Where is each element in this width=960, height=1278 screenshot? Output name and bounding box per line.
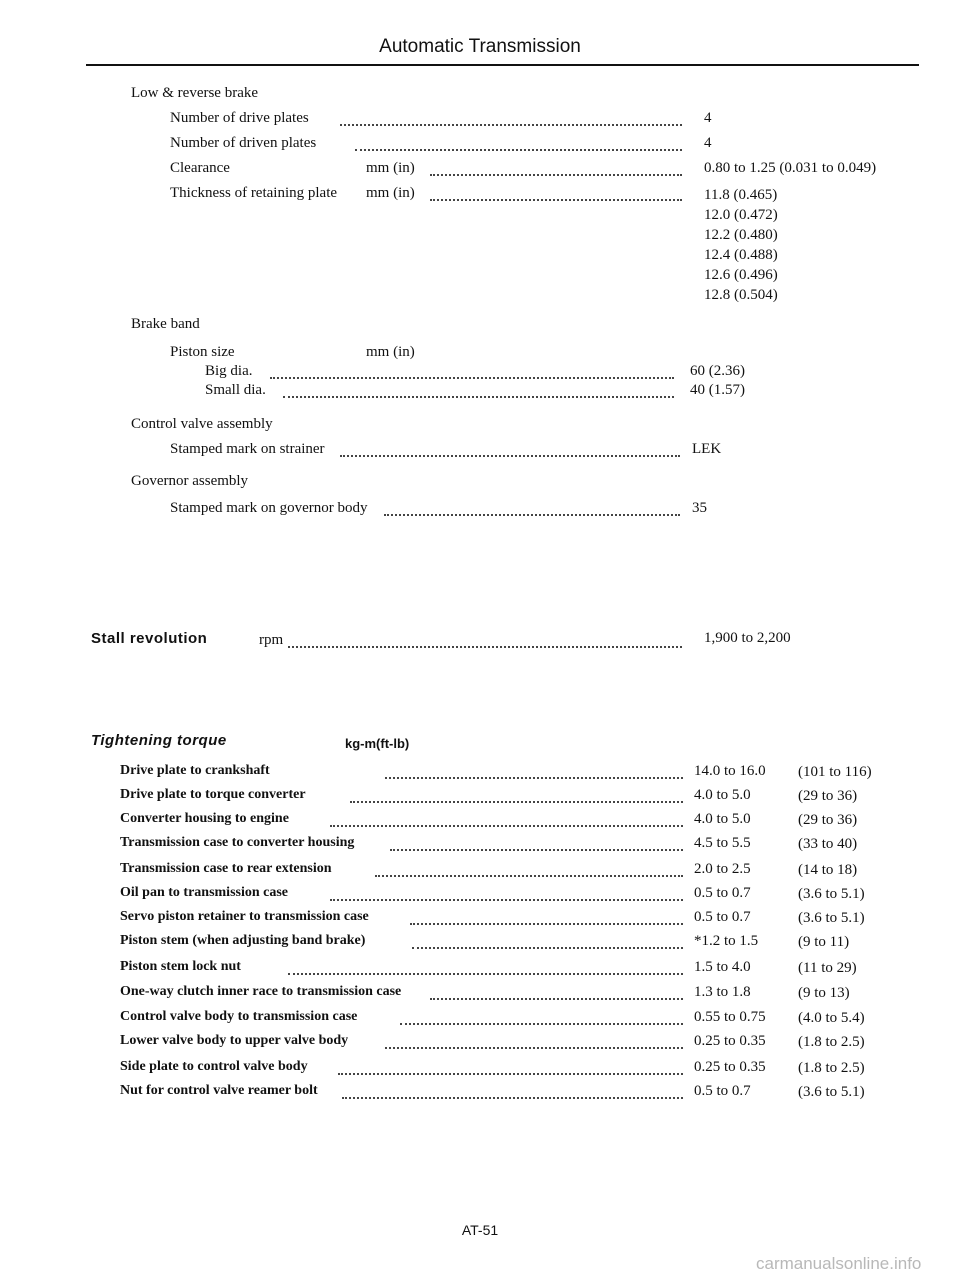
- low-reverse-heading: Low & reverse brake: [131, 85, 259, 101]
- torque-row-ftlb: (29 to 36): [798, 812, 858, 828]
- torque-row-kgm: 0.25 to 0.35: [694, 1059, 766, 1075]
- torque-row-ftlb: (9 to 11): [798, 934, 850, 950]
- torque-row-ftlb: (3.6 to 5.1): [798, 886, 865, 902]
- stall-heading: Stall revolution: [91, 630, 208, 647]
- thickness-value: 12.8 (0.504): [704, 287, 778, 303]
- dot-leader: [390, 849, 683, 851]
- thickness-value: 12.4 (0.488): [704, 247, 778, 263]
- dot-leader: [430, 998, 683, 1000]
- torque-row-kgm: 4.5 to 5.5: [694, 835, 751, 851]
- strainer-mark-value: LEK: [692, 441, 722, 457]
- torque-row-ftlb: (29 to 36): [798, 788, 858, 804]
- page-header-title: Automatic Transmission: [379, 36, 581, 57]
- dot-leader: [410, 923, 683, 925]
- governor-mark-label: Stamped mark on governor body: [170, 500, 368, 516]
- torque-row-kgm: 1.5 to 4.0: [694, 959, 751, 975]
- thickness-unit: mm (in): [366, 185, 415, 201]
- piston-size-unit: mm (in): [366, 344, 415, 360]
- big-dia-value: 60 (2.36): [690, 363, 745, 379]
- clearance-unit: mm (in): [366, 160, 415, 176]
- torque-row-kgm: 14.0 to 16.0: [694, 763, 766, 779]
- small-dia-value: 40 (1.57): [690, 382, 745, 398]
- dot-leader: [430, 199, 682, 201]
- governor-mark-value: 35: [692, 500, 707, 516]
- page-number: AT-51: [461, 1222, 499, 1238]
- torque-row-kgm: 2.0 to 2.5: [694, 861, 751, 877]
- big-dia-label: Big dia.: [205, 363, 253, 379]
- dot-leader: [384, 514, 680, 516]
- torque-row-ftlb: (1.8 to 2.5): [798, 1034, 865, 1050]
- brake-band-heading: Brake band: [131, 316, 200, 332]
- header-rule: [86, 64, 919, 66]
- torque-row-ftlb: (4.0 to 5.4): [798, 1010, 865, 1026]
- control-valve-heading: Control valve assembly: [131, 416, 273, 432]
- dot-leader: [288, 646, 682, 648]
- dot-leader: [342, 1097, 683, 1099]
- dot-leader: [400, 1023, 683, 1025]
- torque-row-label: Converter housing to engine: [120, 811, 289, 826]
- torque-row-kgm: 4.0 to 5.0: [694, 787, 751, 803]
- dot-leader: [288, 973, 683, 975]
- driven-plates-value: 4: [704, 135, 712, 151]
- drive-plates-label: Number of drive plates: [170, 110, 309, 126]
- dot-leader: [385, 777, 683, 779]
- dot-leader: [412, 947, 683, 949]
- piston-size-label: Piston size: [170, 344, 235, 360]
- torque-row-ftlb: (9 to 13): [798, 985, 850, 1001]
- thickness-value: 12.0 (0.472): [704, 207, 778, 223]
- torque-row-ftlb: (3.6 to 5.1): [798, 1084, 865, 1100]
- dot-leader: [270, 377, 674, 379]
- torque-row-kgm: 0.25 to 0.35: [694, 1033, 766, 1049]
- torque-row-kgm: 0.5 to 0.7: [694, 885, 751, 901]
- torque-row-kgm: 4.0 to 5.0: [694, 811, 751, 827]
- torque-row-ftlb: (14 to 18): [798, 862, 858, 878]
- driven-plates-label: Number of driven plates: [170, 135, 317, 151]
- torque-row-label: One-way clutch inner race to transmission case: [120, 984, 402, 999]
- torque-row-ftlb: (101 to 116): [798, 764, 872, 780]
- thickness-value: 12.2 (0.480): [704, 227, 778, 243]
- dot-leader: [355, 149, 682, 151]
- torque-row-kgm: 0.5 to 0.7: [694, 909, 751, 925]
- torque-row-ftlb: (11 to 29): [798, 960, 857, 976]
- dot-leader: [350, 801, 683, 803]
- torque-row-ftlb: (3.6 to 5.1): [798, 910, 865, 926]
- drive-plates-value: 4: [704, 110, 712, 126]
- torque-row-label: Drive plate to crankshaft: [120, 763, 270, 778]
- dot-leader: [330, 825, 683, 827]
- small-dia-label: Small dia.: [205, 382, 266, 398]
- torque-row-ftlb: (33 to 40): [798, 836, 858, 852]
- stall-unit: rpm: [259, 632, 284, 648]
- clearance-value: 0.80 to 1.25 (0.031 to 0.049): [704, 160, 877, 176]
- torque-row-label: Piston stem lock nut: [120, 959, 241, 974]
- dot-leader: [330, 899, 683, 901]
- dot-leader: [340, 455, 680, 457]
- torque-row-label: Drive plate to torque converter: [120, 787, 306, 802]
- torque-row-kgm: 0.5 to 0.7: [694, 1083, 751, 1099]
- dot-leader: [430, 174, 682, 176]
- watermark: carmanualsonline.info: [756, 1254, 922, 1273]
- torque-row-label: Transmission case to converter housing: [120, 835, 355, 850]
- thickness-label: Thickness of retaining plate: [170, 185, 338, 201]
- torque-row-kgm: 0.55 to 0.75: [694, 1009, 766, 1025]
- dot-leader: [385, 1047, 683, 1049]
- torque-row-label: Transmission case to rear extension: [120, 861, 332, 876]
- torque-row-label: Lower valve body to upper valve body: [120, 1033, 349, 1048]
- strainer-mark-label: Stamped mark on strainer: [170, 441, 325, 457]
- dot-leader: [340, 124, 682, 126]
- torque-row-ftlb: (1.8 to 2.5): [798, 1060, 865, 1076]
- thickness-value: 11.8 (0.465): [704, 187, 778, 203]
- governor-heading: Governor assembly: [131, 473, 249, 489]
- stall-value: 1,900 to 2,200: [704, 630, 791, 646]
- torque-row-label: Piston stem (when adjusting band brake): [120, 933, 366, 948]
- clearance-label: Clearance: [170, 160, 230, 176]
- torque-row-kgm: 1.3 to 1.8: [694, 984, 751, 1000]
- torque-heading: Tightening torque: [91, 732, 227, 749]
- dot-leader: [283, 396, 674, 398]
- torque-row-kgm: *1.2 to 1.5: [694, 933, 759, 949]
- torque-unit: kg-m(ft-lb): [345, 736, 410, 751]
- torque-row-label: Side plate to control valve body: [120, 1059, 308, 1074]
- torque-row-label: Control valve body to transmission case: [120, 1009, 358, 1024]
- dot-leader: [338, 1073, 683, 1075]
- torque-row-label: Oil pan to transmission case: [120, 885, 289, 900]
- torque-row-label: Nut for control valve reamer bolt: [120, 1083, 318, 1098]
- thickness-value: 12.6 (0.496): [704, 267, 778, 283]
- dot-leader: [375, 875, 683, 877]
- torque-row-label: Servo piston retainer to transmission case: [120, 909, 369, 924]
